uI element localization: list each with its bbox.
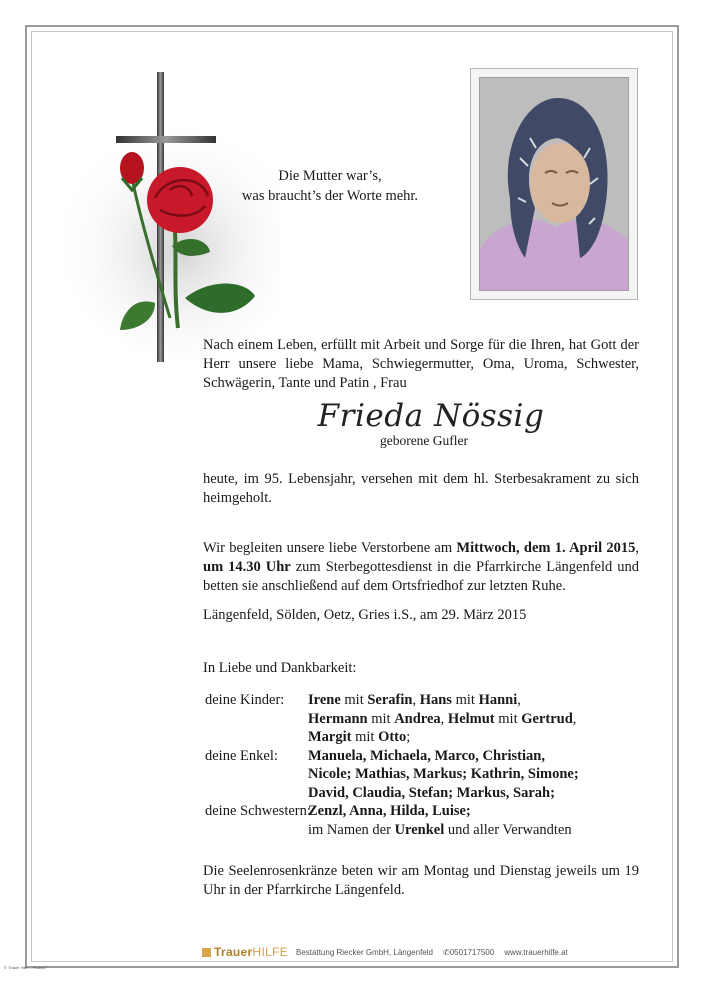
quote-line-1: Die Mutter war’s, [278, 168, 382, 184]
phone-number: ✆0501717500 [442, 947, 495, 957]
sweater [480, 220, 629, 291]
enkel-line-2: Nicole; Mathias, Markus; Kathrin, Simone; [308, 766, 579, 782]
face [530, 143, 590, 223]
footer [202, 945, 578, 959]
funeral-date: Mittwoch, dem 1. April 2015 [456, 540, 636, 556]
funeral-text-3: zum Sterbegottesdienst in die Pfarrkirche Längenfeld und betten sie anschließend auf dem Ortsfriedhof zur letzten Ruhe. [203, 559, 639, 594]
relatives-row [205, 710, 579, 729]
relatives-row [205, 821, 579, 840]
enkel-label: deine Enkel: [205, 747, 278, 764]
kinder-line-2: Hermann mit Andrea, Helmut mit Gertrud, [308, 710, 577, 727]
rosary-text: Die Seelenrosenkränze beten wir am Montag und Dienstag jeweils um 19 Uhr in der Pfarrkirche Längenfeld. [203, 863, 639, 898]
kinder-label: deine Kinder: [205, 692, 285, 708]
funeral-text-1: Wir begleiten unsere liebe Verstorbene am [203, 540, 457, 556]
portrait-frame [470, 68, 638, 300]
corner-credit: © Trauer Hilfe – Rosa07 [4, 965, 47, 970]
relatives-row [205, 728, 579, 747]
relatives-list [205, 691, 579, 839]
brush-smudge [60, 118, 280, 358]
schwestern-names: Zenzl, Anna, Hilda, Luise; [308, 803, 471, 819]
quote-line-2: was braucht’s der Worte mehr. [241, 188, 419, 204]
relatives-row [205, 691, 579, 710]
relatives-row [205, 747, 579, 766]
enkel-line-1: Manuela, Michaela, Marco, Christian, [308, 747, 545, 764]
funeral-text [203, 539, 639, 596]
relatives-row [205, 784, 579, 803]
funeral-time: um 14.30 Uhr [203, 559, 291, 575]
rose-bloom [147, 167, 213, 233]
portrait-image [480, 78, 629, 291]
passing-text: heute, im 95. Lebensjahr, versehen mit dem hl. Sterbesakrament zu sich heimgeholt. [203, 471, 639, 506]
relatives-row [205, 765, 579, 784]
portrait-photo [479, 77, 629, 291]
cross-horizontal-bar [116, 136, 216, 143]
company-name: Bestattung Riecker GmbH, Längenfeld [296, 947, 433, 957]
funeral-text-2: , [635, 540, 639, 556]
verwandte-line: im Namen der Urenkel und aller Verwandten [308, 821, 572, 838]
gratitude-line: In Liebe und Dankbarkeit: [203, 660, 357, 676]
trauerhilfe-logo-icon [202, 948, 211, 957]
brand-name: TrauerHILFE [214, 945, 289, 959]
place-date: Längenfeld, Sölden, Oetz, Gries i.S., am 29. März 2015 [203, 607, 527, 623]
kinder-line-3: Margit mit Otto; [308, 729, 411, 745]
maiden-name: geborene Gufler [379, 433, 469, 448]
quote [215, 166, 445, 206]
deceased-name: Frieda Nössig [317, 398, 545, 434]
enkel-line-3: David, Claudia, Stefan; Markus, Sarah; [308, 784, 555, 801]
intro-text: Nach einem Leben, erfüllt mit Arbeit und Sorge für die Ihren, hat Gott der Herr unsere liebe Mama, Schwiegermutter, Oma, Uroma, Schwester, Schwägerin, Tante und Patin , Frau [203, 337, 639, 391]
website-link[interactable]: www.trauerhilfe.at [504, 947, 568, 957]
relatives-row [205, 802, 579, 821]
cross-rose-illustration [60, 68, 280, 368]
schwestern-label: deine Schwestern: [205, 803, 311, 819]
kinder-line-1: Irene mit Serafin, Hans mit Hanni, [308, 692, 521, 708]
